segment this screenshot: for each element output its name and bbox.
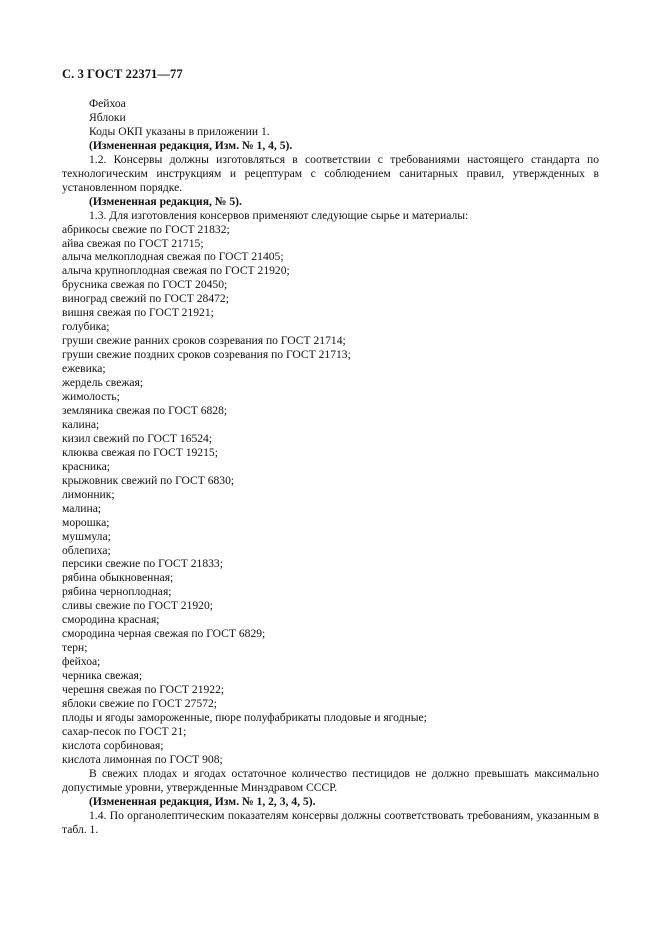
edition-note: (Измененная редакция, № 5). (89, 194, 242, 208)
list-item: алыча мелкоплодная свежая по ГОСТ 21405; (62, 250, 284, 264)
edition-note: (Измененная редакция, Изм. № 1, 4, 5). (89, 138, 293, 152)
list-item: терн; (62, 641, 88, 655)
list-item: голубика; (62, 320, 110, 334)
list-item: груши свежие поздних сроков созревания по ГОСТ 21713; (62, 348, 351, 362)
list-item: алыча крупноплодная свежая по ГОСТ 21920; (62, 264, 290, 278)
list-item: плоды и ягоды замороженные, пюре полуфабрикаты плодовые и ягодные; (62, 710, 427, 724)
list-item: Коды ОКП указаны в приложении 1. (89, 124, 270, 138)
list-item: персики свежие по ГОСТ 21833; (62, 557, 223, 571)
list-item: груши свежие ранних сроков созревания по ГОСТ 21714; (62, 334, 346, 348)
list-item: красника; (62, 459, 110, 473)
list-item: жимолость; (62, 390, 120, 404)
list-item: смородина черная свежая по ГОСТ 6829; (62, 627, 266, 641)
list-item: абрикосы свежие по ГОСТ 21832; (62, 222, 230, 236)
page-header: С. 3 ГОСТ 22371—77 (62, 67, 183, 81)
list-item: мушмула; (62, 529, 111, 543)
clause-1-2: 1.2. Консервы должны изготовляться в соответствии с требованиями настоящего стандарта по технологическим инструкциям и рецептурам с соблюдением санитарных правил, утвержденных в установленном порядке. (62, 152, 599, 194)
list-item: рябина обыкновенная; (62, 571, 174, 585)
list-item: Яблоки (89, 110, 126, 124)
list-item: айва свежая по ГОСТ 21715; (62, 236, 204, 250)
list-item: земляника свежая по ГОСТ 6828; (62, 403, 228, 417)
list-item: лимонник; (62, 487, 115, 501)
list-item: жердель свежая; (62, 376, 144, 390)
list-item: брусника свежая по ГОСТ 20450; (62, 278, 228, 292)
list-item: сахар-песок по ГОСТ 21; (62, 724, 187, 738)
list-item: черника свежая; (62, 669, 143, 683)
clause-1-4: 1.4. По органолептическим показателям консервы должны соответствовать требованиям, указанным в табл. 1. (62, 808, 599, 836)
list-item: сливы свежие по ГОСТ 21920; (62, 599, 214, 613)
list-item: облепиха; (62, 543, 111, 557)
list-item: Фейхоа (89, 97, 126, 110)
list-item: калина; (62, 417, 100, 431)
list-item: кислота сорбиновая; (62, 738, 164, 752)
list-item: яблоки свежие по ГОСТ 27572; (62, 696, 217, 710)
list-item: фейхоа; (62, 655, 101, 669)
document-body (62, 97, 599, 837)
list-item: клюква свежая по ГОСТ 19215; (62, 445, 218, 459)
materials-list (62, 223, 599, 767)
list-item: крыжовник свежий по ГОСТ 6830; (62, 473, 235, 487)
list-item: ежевика; (62, 362, 106, 376)
list-item: рябина черноплодная; (62, 585, 172, 599)
list-item: черешня свежая по ГОСТ 21922; (62, 683, 225, 697)
clause-1-3: 1.3. Для изготовления консервов применяют следующие сырье и материалы: (89, 208, 469, 222)
pesticides-paragraph: В свежих плодах и ягодах остаточное количество пестицидов не должно превышать максимально допустимые уровни, утвержденные Минздравом СССР. (62, 766, 599, 794)
list-item: виноград свежий по ГОСТ 28472; (62, 292, 229, 306)
list-item: смородина красная; (62, 613, 160, 627)
list-item: кислота лимонная по ГОСТ 908; (62, 752, 223, 766)
edition-note: (Измененная редакция, Изм. № 1, 2, 3, 4, 5). (89, 794, 316, 808)
list-item: вишня свежая по ГОСТ 21921; (62, 306, 214, 320)
list-item: кизил свежий по ГОСТ 16524; (62, 431, 213, 445)
list-item: малина; (62, 501, 102, 515)
list-item: морошка; (62, 515, 110, 529)
